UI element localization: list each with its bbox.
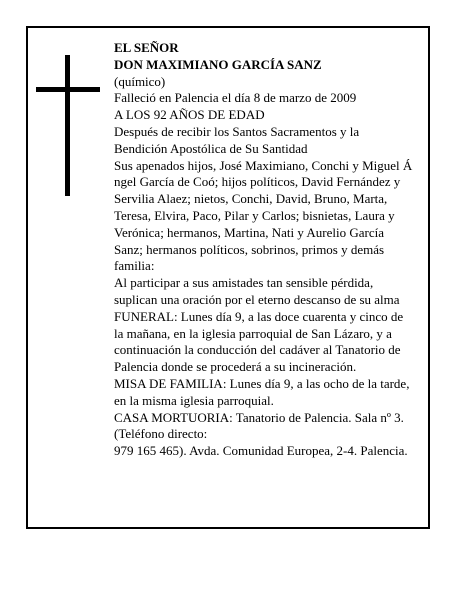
cross-horizontal-bar bbox=[36, 87, 100, 92]
cross-icon bbox=[36, 55, 100, 196]
funeral-home-address: 979 165 465). Avda. Comunidad Europea, 2-4. Palencia. bbox=[114, 443, 408, 459]
profession: (químico) bbox=[114, 73, 166, 89]
obituary-text bbox=[114, 40, 414, 460]
cross-vertical-bar bbox=[65, 55, 70, 196]
funeral-info: FUNERAL: Lunes día 9, a las doce cuarenta y cinco de la mañana, en la iglesia parroquial de San Lázaro, y a continuación la conducción del cadáver al Tanatorio de Palencia donde se procederá a su incineración. bbox=[114, 308, 404, 375]
age-line: A LOS 92 AÑOS DE EDAD bbox=[114, 107, 265, 123]
family-list: Sus apenados hijos, José Maximiano, Conchi y Miguel Á ngel García de Coó; hijos políticos, David Fernández y Servilia Alaez; nietos, Conchi, David, Bruno, Marta, Teresa, Elvira, Paco, Pilar y Carlos; bisnietas, Laura y Verónica; hermanos, Martina, Nati y Aurelio García Sanz; hermanos políticos, sobrinos, primos y demás familia: bbox=[114, 157, 413, 274]
death-info: Falleció en Palencia el día 8 de marzo de 2009 bbox=[114, 90, 357, 106]
title-line-1: EL SEÑOR bbox=[114, 40, 179, 55]
prayer-request: Al participar a sus amistades tan sensible pérdida, suplican una oración por el eterno descanso de su alma bbox=[114, 275, 400, 307]
deceased-name: DON MAXIMIANO GARCÍA SANZ bbox=[114, 56, 322, 72]
funeral-home-info: CASA MORTUORIA: Tanatorio de Palencia. Sala nº 3. (Teléfono directo: bbox=[114, 409, 404, 442]
family-mass-info: MISA DE FAMILIA: Lunes día 9, a las ocho de la tarde, en la misma iglesia parroquial. bbox=[114, 375, 410, 408]
sacraments-line: Después de recibir los Santos Sacramentos y la Bendición Apostólica de Su Santidad bbox=[114, 123, 360, 156]
